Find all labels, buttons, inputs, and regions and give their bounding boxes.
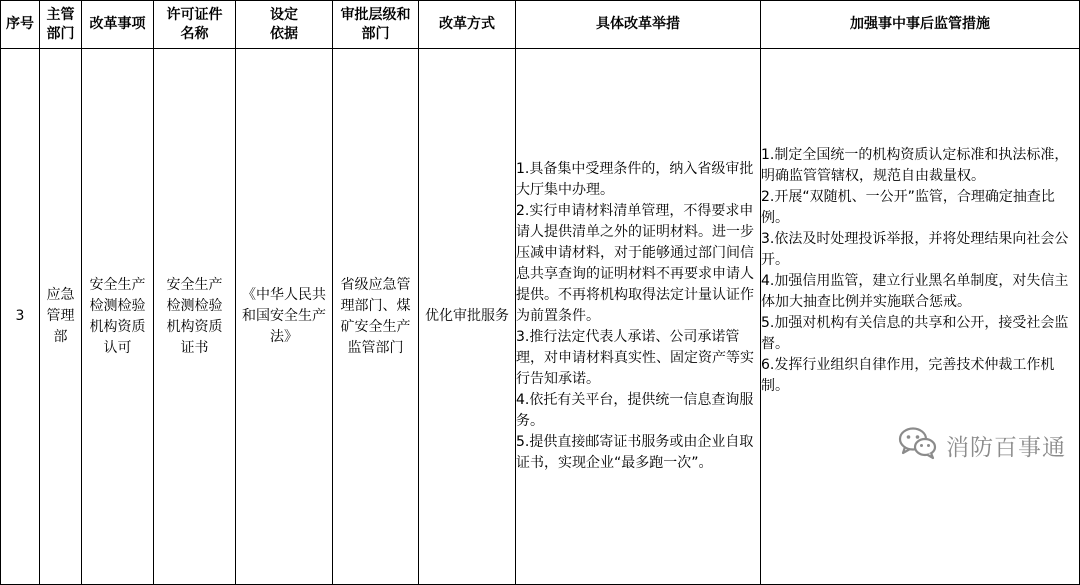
header-row [1, 1, 1080, 49]
cell-approval: 省级应急管理部门、煤矿安全生产监管部门 [333, 49, 419, 585]
supervision-item: 4.加强信用监管，建立行业黑名单制度，对失信主体加大抽查比例并实施联合惩戒。 [761, 273, 1069, 310]
cell-supervision [761, 49, 1080, 585]
cell-item: 安全生产检测检验机构资质认可 [82, 49, 154, 585]
supervision-item: 1.制定全国统一的机构资质认定标准和执法标准，明确监管管辖权，规范自由裁量权。 [761, 147, 1069, 184]
cell-basis: 《中华人民共和国安全生产法》 [236, 49, 333, 585]
supervision-item: 6.发挥行业组织自律作用，完善技术仲裁工作机制。 [761, 357, 1055, 394]
measure-item: 4.依托有关平台，提供统一信息查询服务。 [516, 392, 754, 429]
cell-dept: 应急管理部 [40, 49, 82, 585]
cell-measures [516, 49, 761, 585]
watermark-text: 消防百事通 [946, 434, 1066, 461]
header-approval: 审批层级和部门 [333, 1, 419, 49]
header-supervision: 加强事中事后监管措施 [761, 1, 1080, 49]
wechat-icon [898, 426, 938, 464]
watermark [898, 426, 1066, 464]
measure-item: 2.实行申请材料清单管理，不得要求申请人提供清单之外的证明材料。进一步压减申请材料，对于能够通过部门间信息共享查询的证明材料不再要求申请人提供。不再将机构取得法定计量认证作为前置条件。 [516, 203, 754, 324]
header-basis: 设定依据 [236, 1, 333, 49]
measure-item: 1.具备集中受理条件的，纳入省级审批大厅集中办理。 [516, 161, 754, 198]
supervision-item: 3.依法及时处理投诉举报，并将处理结果向社会公开。 [761, 231, 1069, 268]
header-method: 改革方式 [419, 1, 516, 49]
header-item: 改革事项 [82, 1, 154, 49]
table-row [1, 49, 1080, 585]
header-measures: 具体改革举措 [516, 1, 761, 49]
cell-license: 安全生产检测检验机构资质证书 [154, 49, 236, 585]
measure-item: 5.提供直接邮寄证书服务或由企业自取证书，实现企业“最多跑一次”。 [516, 434, 754, 471]
header-seq: 序号 [1, 1, 40, 49]
cell-method: 优化审批服务 [419, 49, 516, 585]
cell-seq: 3 [1, 49, 40, 585]
header-license: 许可证件名称 [154, 1, 236, 49]
header-dept: 主管部门 [40, 1, 82, 49]
supervision-item: 2.开展“双随机、一公开”监管，合理确定抽查比例。 [761, 189, 1055, 226]
measure-item: 3.推行法定代表人承诺、公司承诺管理，对申请材料真实性、固定资产等实行告知承诺。 [516, 329, 754, 387]
supervision-item: 5.加强对机构有关信息的共享和公开，接受社会监督。 [761, 315, 1069, 352]
